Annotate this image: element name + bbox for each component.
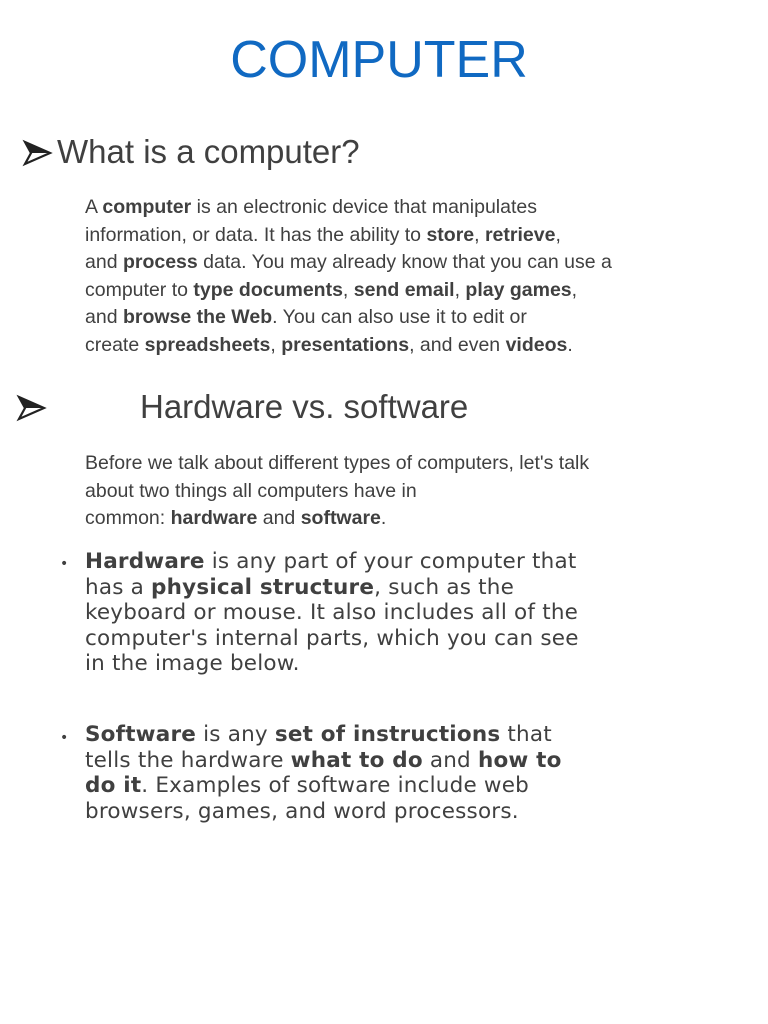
arrow-bullet-icon bbox=[22, 137, 54, 169]
section-heading-what-is: What is a computer? bbox=[57, 133, 360, 170]
arrow-bullet-icon bbox=[16, 392, 48, 424]
section2-paragraph: Before we talk about different types of computers, let's talk about two things all computers have in common: hardware and software. bbox=[85, 452, 590, 529]
section1-paragraph: A computer is an electronic device that manipulates information, or data. It has the ability to store, retrieve, and process data. You may already know that you can use a computer to type documents, send email, play games, and browse the Web. You can also use it to edit or create spreadsheets, presentations, and even videos. bbox=[85, 196, 612, 356]
software-bullet-text: Software is any set of instructions that tells the hardware what to do and how to do it. Examples of software include web browsers, games, and word processors. bbox=[85, 722, 562, 824]
section-heading-hardware-vs-software: Hardware vs. software bbox=[140, 388, 469, 425]
hardware-bullet-text: Hardware is any part of your computer that has a physical structure, such as the keyboard or mouse. It also includes all of the computer's internal parts, which you can see in the image below. bbox=[85, 549, 579, 677]
dot-bullet-icon: • bbox=[60, 730, 69, 746]
dot-bullet-icon: • bbox=[60, 556, 69, 572]
page-title: COMPUTER bbox=[230, 31, 528, 89]
